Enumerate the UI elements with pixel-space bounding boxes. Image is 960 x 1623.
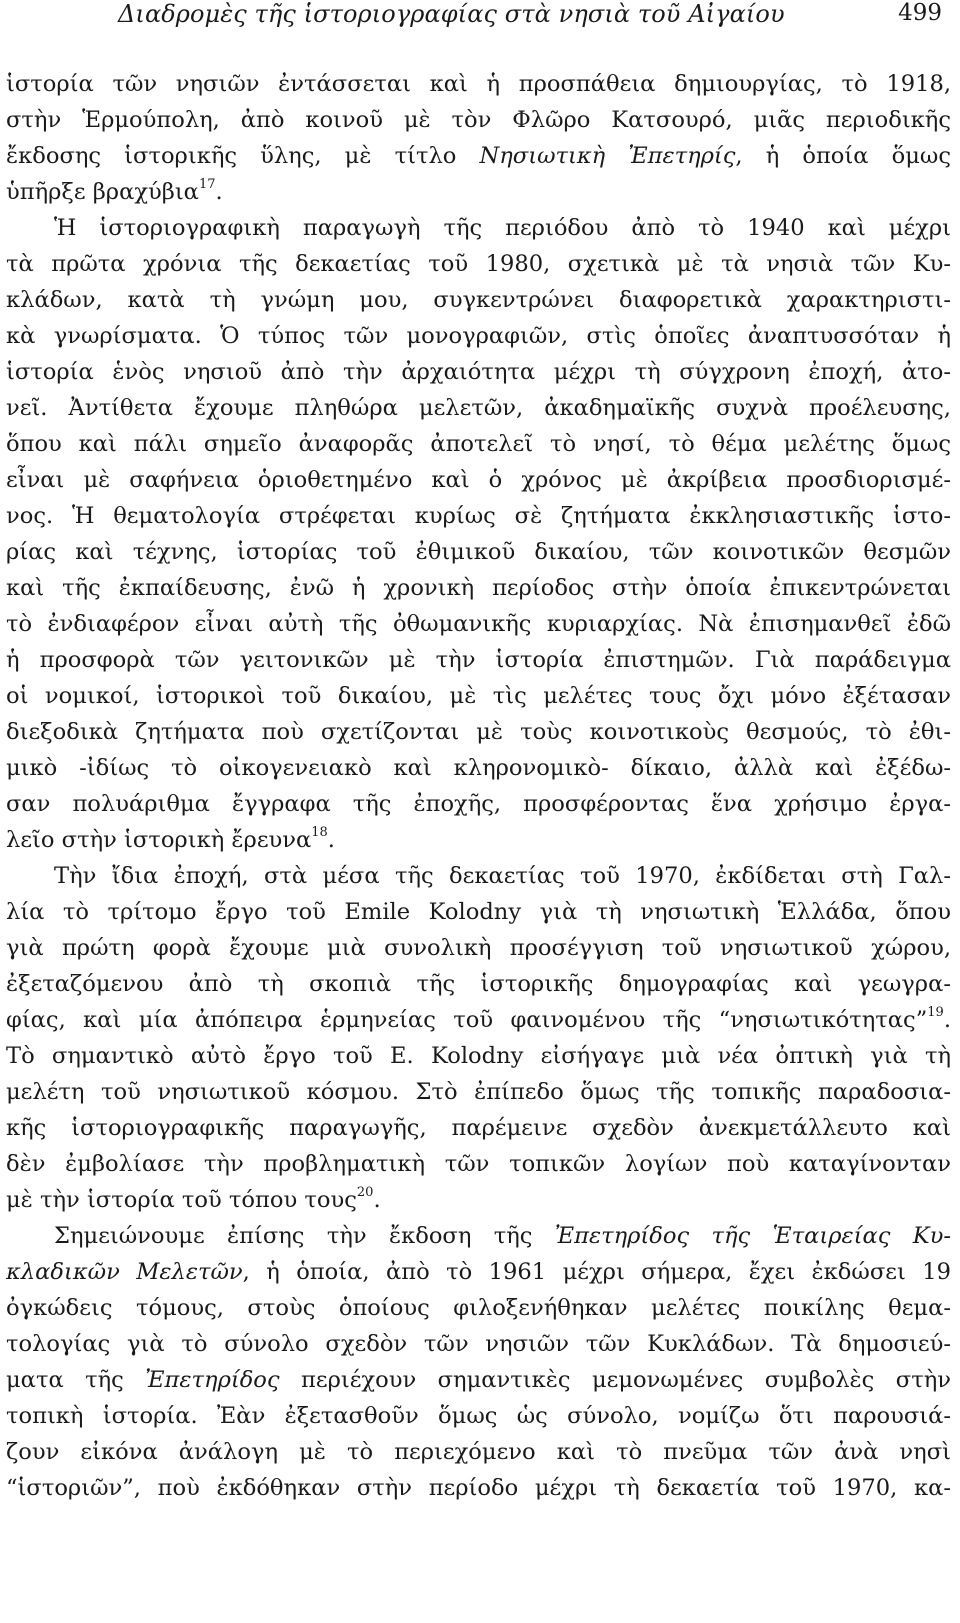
text-line	[6, 1218, 951, 1254]
running-title: Διαδρομὲς τῆς ἱστοριογραφίας στὰ νησιὰ τοῦ Αἰγαίου	[118, 0, 785, 28]
text-line: νος. Ἡ θεματολογία στρέφεται κυρίως σὲ ζητήματα ἐκκλησιαστικῆς ἱστο-	[6, 503, 951, 529]
text-line: τολογίας γιὰ τὸ σύνολο σχεδὸν τῶν νησιῶν τῶν Κυκλάδων. Τὰ δημοσιεύ-	[6, 1331, 951, 1357]
journal-title-italic: Ἐπετηρίδος	[145, 1367, 280, 1393]
text-line	[6, 1362, 951, 1398]
text-line: σαν πολυάριθμα ἔγγραφα τῆς ἐποχῆς, προσφέροντας ἕνα χρήσιμο ἐργα-	[6, 791, 951, 817]
body-text	[6, 66, 951, 1506]
text-line: λία τὸ τρίτομο ἔργο τοῦ Emile Kolodny γιὰ τὴ νησιωτικὴ Ἑλλάδα, ὅπου	[6, 899, 951, 925]
text-line: διεξοδικὰ ζητήματα ποὺ σχετίζονται μὲ τοὺς κοινοτικοὺς θεσμούς, τὸ ἐθι-	[6, 719, 951, 745]
text-line: δὲν ἐμβολίασε τὴν προβληματικὴ τῶν τοπικῶν λογίων ποὺ καταγίνονταν	[6, 1151, 951, 1177]
text-line: στὴν Ἑρμούπολη, ἀπὸ κοινοῦ μὲ τὸν Φλῶρο Κατσουρό, μιᾶς περιοδικῆς	[6, 107, 951, 133]
text-line: μελέτη τοῦ νησιωτικοῦ κόσμου. Στὸ ἐπίπεδο ὅμως τῆς τοπικῆς παραδοσια-	[6, 1079, 951, 1105]
text-line: ἡ προσφορὰ τῶν γειτονικῶν μὲ τὴν ἱστορία ἐπιστημῶν. Γιὰ παράδειγμα	[6, 647, 951, 673]
text-line: Τὴν ἴδια ἐποχή, στὰ μέσα τῆς δεκαετίας τοῦ 1970, ἐκδίδεται στὴ Γαλ-	[54, 863, 951, 889]
text-line: τοπικὴ ἱστορία. Ἐὰν ἐξετασθοῦν ὅμως ὡς σύνολο, νομίζω ὅτι παρουσιά-	[6, 1403, 951, 1429]
text-line: τὰ πρῶτα χρόνια τῆς δεκαετίας τοῦ 1980, σχετικὰ μὲ τὰ νησιὰ τῶν Κυ-	[6, 251, 951, 277]
text-run: .	[215, 179, 223, 205]
text-line	[6, 1002, 951, 1038]
text-line: κλάδων, κατὰ τὴ γνώμη μου, συγκεντρώνει διαφορετικὰ χαρακτηριστι-	[6, 287, 951, 313]
text-line: καὶ τῆς ἐκπαίδευσης, ἐνῶ ἡ χρονικὴ περίοδος στὴν ὁποία ἐπικεντρώνεται	[6, 575, 951, 601]
text-run: , ἡ ὁποία, ἀπὸ τὸ 1961 μέχρι σήμερα, ἔχει ἐκδώσει 19	[242, 1259, 951, 1285]
text-line: ἱστορία ἑνὸς νησιοῦ ἀπὸ τὴν ἀρχαιότητα μέχρι τὴ σύγχρονη ἐποχή, ἀτο-	[6, 359, 951, 385]
text-line: κὰ γνωρίσματα. Ὁ τύπος τῶν μονογραφιῶν, στὶς ὁποῖες ἀναπτυσσόταν ἡ	[6, 323, 951, 349]
text-line	[6, 138, 951, 174]
footnote-ref-18: 18	[311, 825, 328, 840]
text-run: Σημειώνουμε ἐπίσης τὴν ἔκδοση τῆς	[54, 1223, 555, 1249]
footnote-ref-19: 19	[927, 1005, 944, 1020]
text-run: περιέχουν σημαντικὲς μεμονωμένες συμβολὲς στὴν	[279, 1367, 951, 1393]
journal-title-italic: Νησιωτικὴ Ἐπετηρίς	[479, 143, 736, 169]
text-line: ρίας καὶ τέχνης, ἱστορίας τοῦ ἐθιμικοῦ δικαίου, τῶν κοινοτικῶν θεσμῶν	[6, 539, 951, 565]
text-line: ὀγκώδεις τόμους, στοὺς ὁποίους φιλοξενήθηκαν μελέτες ποικίλης θεμα-	[6, 1295, 951, 1321]
journal-title-italic: Ἐπετηρίδος τῆς Ἑταιρείας Κυ-	[554, 1223, 951, 1249]
text-run: ἔκδοσης ἱστορικῆς ὕλης, μὲ τίτλο	[6, 143, 480, 169]
text-run: .	[373, 1187, 381, 1213]
text-line	[6, 174, 951, 210]
text-line: ζουν εἰκόνα ἀνάλογη μὲ τὸ περιεχόμενο καὶ τὸ πνεῦμα τῶν ἀνὰ νησὶ	[6, 1439, 951, 1465]
text-line: γιὰ πρώτη φορὰ ἔχουμε μιὰ συνολικὴ προσέγγιση τοῦ νησιωτικοῦ χώρου,	[6, 935, 951, 961]
text-line: τὸ ἐνδιαφέρον εἶναι αὐτὴ τῆς ὀθωμανικῆς κυριαρχίας. Νὰ ἐπισημανθεῖ ἐδῶ	[6, 611, 951, 637]
text-run: λεῖο στὴν ἱστορικὴ ἔρευνα	[6, 827, 312, 853]
text-run: , ἡ ὁποία ὅμως	[735, 143, 951, 169]
footnote-ref-17: 17	[198, 177, 216, 192]
text-run: ὑπῆρξε βραχύβια	[6, 179, 199, 205]
text-run: .	[327, 827, 335, 853]
text-line: “ἱστοριῶν”, ποὺ ἐκδόθηκαν στὴν περίοδο μέχρι τὴ δεκαετία τοῦ 1970, κα-	[6, 1475, 951, 1501]
text-line: νεῖ. Ἀντίθετα ἔχουμε πληθώρα μελετῶν, ἀκαδημαϊκῆς συχνὰ προέλευσης,	[6, 395, 951, 421]
text-line: ἐξεταζόμενου ἀπὸ τὴ σκοπιὰ τῆς ἱστορικῆς δημογραφίας καὶ γεωγρα-	[6, 971, 951, 997]
text-run: φίας, καὶ μία ἀπόπειρα ἑρμηνείας τοῦ φαινομένου τῆς “νησιωτικότητας”	[6, 1007, 928, 1033]
text-run: .	[943, 1007, 951, 1033]
text-line: κῆς ἱστοριογραφικῆς παραγωγῆς, παρέμεινε σχεδὸν ἀνεκμετάλλευτο καὶ	[6, 1115, 951, 1141]
page-number: 499	[898, 0, 942, 26]
text-line	[6, 1182, 951, 1218]
text-line: μικὸ -ἰδίως τὸ οἰκογενειακὸ καὶ κληρονομικὸ- δίκαιο, ἀλλὰ καὶ ἐξέδω-	[6, 755, 951, 781]
journal-title-italic: κλαδικῶν Μελετῶν	[6, 1259, 243, 1285]
text-line: ἱστορία τῶν νησιῶν ἐντάσσεται καὶ ἡ προσπάθεια δημιουργίας, τὸ 1918,	[6, 71, 951, 97]
text-line: εἶναι μὲ σαφήνεια ὁριοθετημένο καὶ ὁ χρόνος μὲ ἀκρίβεια προσδιορισμέ-	[6, 467, 951, 493]
text-line: Ἡ ἱστοριογραφικὴ παραγωγὴ τῆς περιόδου ἀπὸ τὸ 1940 καὶ μέχρι	[54, 215, 951, 241]
text-line: Τὸ σημαντικὸ αὐτὸ ἔργο τοῦ E. Kolodny εἰσήγαγε μιὰ νέα ὀπτικὴ γιὰ τὴ	[6, 1043, 951, 1069]
text-line	[6, 1254, 951, 1290]
footnote-ref-20: 20	[356, 1185, 374, 1200]
text-run: μὲ τὴν ἱστορία τοῦ τόπου τους	[6, 1187, 357, 1213]
text-line: ὅπου καὶ πάλι σημεῖο ἀναφορᾶς ἀποτελεῖ τὸ νησί, τὸ θέμα μελέτης ὅμως	[6, 431, 951, 457]
text-run: ματα τῆς	[6, 1367, 146, 1393]
text-line	[6, 822, 951, 858]
text-line: οἱ νομικοί, ἱστορικοὶ τοῦ δικαίου, μὲ τὶς μελέτες τους ὄχι μόνο ἐξέτασαν	[6, 683, 951, 709]
